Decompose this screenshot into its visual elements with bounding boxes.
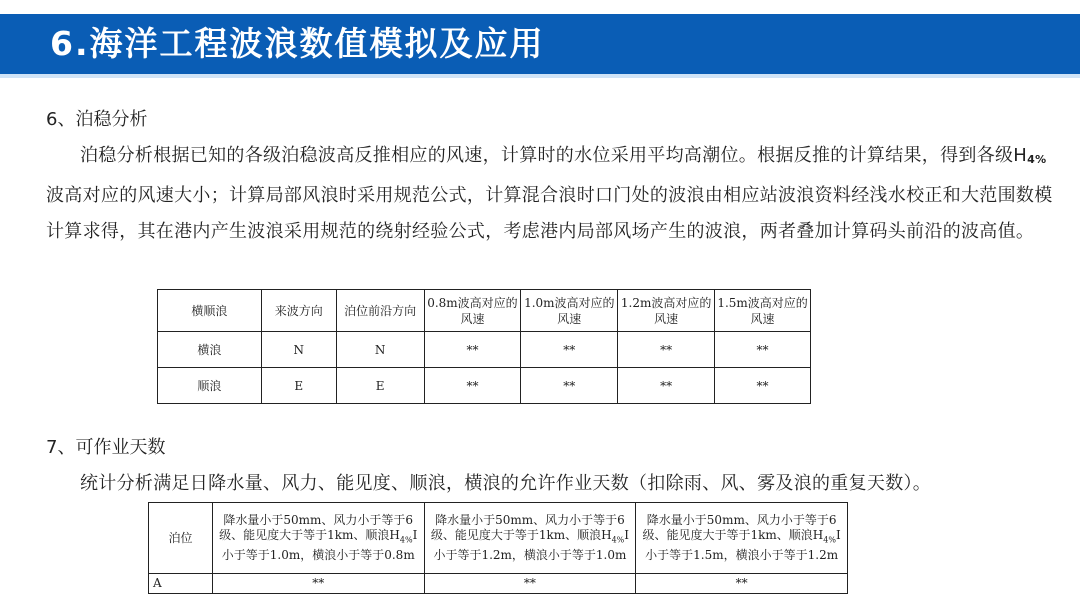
condition-prefix: 降水量小于50mm、风力小于等于6级、能见度大于等于1km、顺浪H — [430, 513, 625, 543]
condition-prefix: 降水量小于50mm、风力小于等于6级、能见度大于等于1km、顺浪H — [642, 513, 837, 543]
table-cell: ** — [424, 574, 636, 594]
paragraph-berth-stability — [46, 138, 1056, 250]
table-cell: ** — [424, 332, 521, 368]
table-cell: ** — [521, 332, 618, 368]
table-cell: 顺浪 — [158, 368, 262, 404]
table-row — [158, 332, 811, 368]
table-cell: E — [336, 368, 424, 404]
wave-height-symbol: H — [1013, 145, 1028, 166]
table-header-cell: 泊位 — [149, 503, 213, 574]
condition-cell — [636, 503, 848, 574]
table-header-cell: 泊位前沿方向 — [336, 290, 424, 332]
paragraph-part2: 波高对应的风速大小；计算局部风浪时采用规范公式，计算混合浪时口门处的波浪由相应站波浪资料经浅水校正和大范围数模计算求得，其在港内产生波浪采用规范的绕射经验公式，考虑港内局部风场产生的波浪，两者叠加计算码头前沿的波高值。 — [46, 185, 1053, 242]
paragraph-part1: 泊稳分析根据已知的各级泊稳波高反推相应的风速，计算时的水位采用平均高潮位。根据反推的计算结果，得到各级 — [80, 145, 1014, 166]
table-cell: ** — [424, 368, 521, 404]
table-cell: 横浪 — [158, 332, 262, 368]
workable-days-table — [148, 502, 848, 594]
table-header-cell: 0.8m波高对应的风速 — [424, 290, 521, 332]
table-cell: ** — [636, 574, 848, 594]
condition-cell — [424, 503, 636, 574]
table-header-cell: 1.5m波高对应的风速 — [715, 290, 811, 332]
table-header-row — [158, 290, 811, 332]
paragraph-text: 统计分析满足日降水量、风力、能见度、顺浪，横浪的允许作业天数（扣除雨、风、雾及浪的重复天数）。 — [80, 473, 932, 494]
condition-subscript: 4% — [399, 535, 413, 545]
condition-subscript: 4% — [611, 535, 625, 545]
table-cell: N — [261, 332, 336, 368]
wind-speed-table — [157, 289, 811, 404]
table-cell: N — [336, 332, 424, 368]
table-header-cell: 来波方向 — [261, 290, 336, 332]
table-header-cell: 横顺浪 — [158, 290, 262, 332]
table-cell: A — [149, 574, 213, 594]
table-cell: ** — [521, 368, 618, 404]
condition-suffix: I小于等于1.5m，横浪小于等于1.2m — [645, 528, 841, 562]
table-cell: ** — [715, 368, 811, 404]
table-header-cell: 1.2m波高对应的风速 — [618, 290, 715, 332]
table-header-row — [149, 503, 848, 574]
table-header-cell: 1.0m波高对应的风速 — [521, 290, 618, 332]
table-row — [149, 574, 848, 594]
title-bar — [0, 14, 1080, 74]
table-cell: E — [261, 368, 336, 404]
table-cell: ** — [618, 368, 715, 404]
section-heading-berth-stability: 6、泊稳分析 — [46, 109, 148, 130]
section-heading-workable-days: 7、可作业天数 — [46, 437, 166, 458]
condition-prefix: 降水量小于50mm、风力小于等于6级、能见度大于等于1km、顺浪H — [219, 513, 414, 543]
table-cell: ** — [715, 332, 811, 368]
wave-height-subscript: 4% — [1027, 153, 1047, 166]
table-cell: ** — [618, 332, 715, 368]
paragraph-workable-days — [46, 466, 1056, 502]
table-cell: ** — [212, 574, 424, 594]
page-title: 6.海洋工程波浪数值模拟及应用 — [50, 24, 545, 63]
condition-cell — [212, 503, 424, 574]
condition-suffix: I小于等于1.0m，横浪小于等于0.8m — [221, 528, 418, 562]
condition-subscript: 4% — [823, 535, 836, 545]
title-underline — [0, 74, 1080, 78]
condition-suffix: I小于等于1.2m，横浪小于等于1.0m — [433, 528, 630, 562]
table-row — [158, 368, 811, 404]
